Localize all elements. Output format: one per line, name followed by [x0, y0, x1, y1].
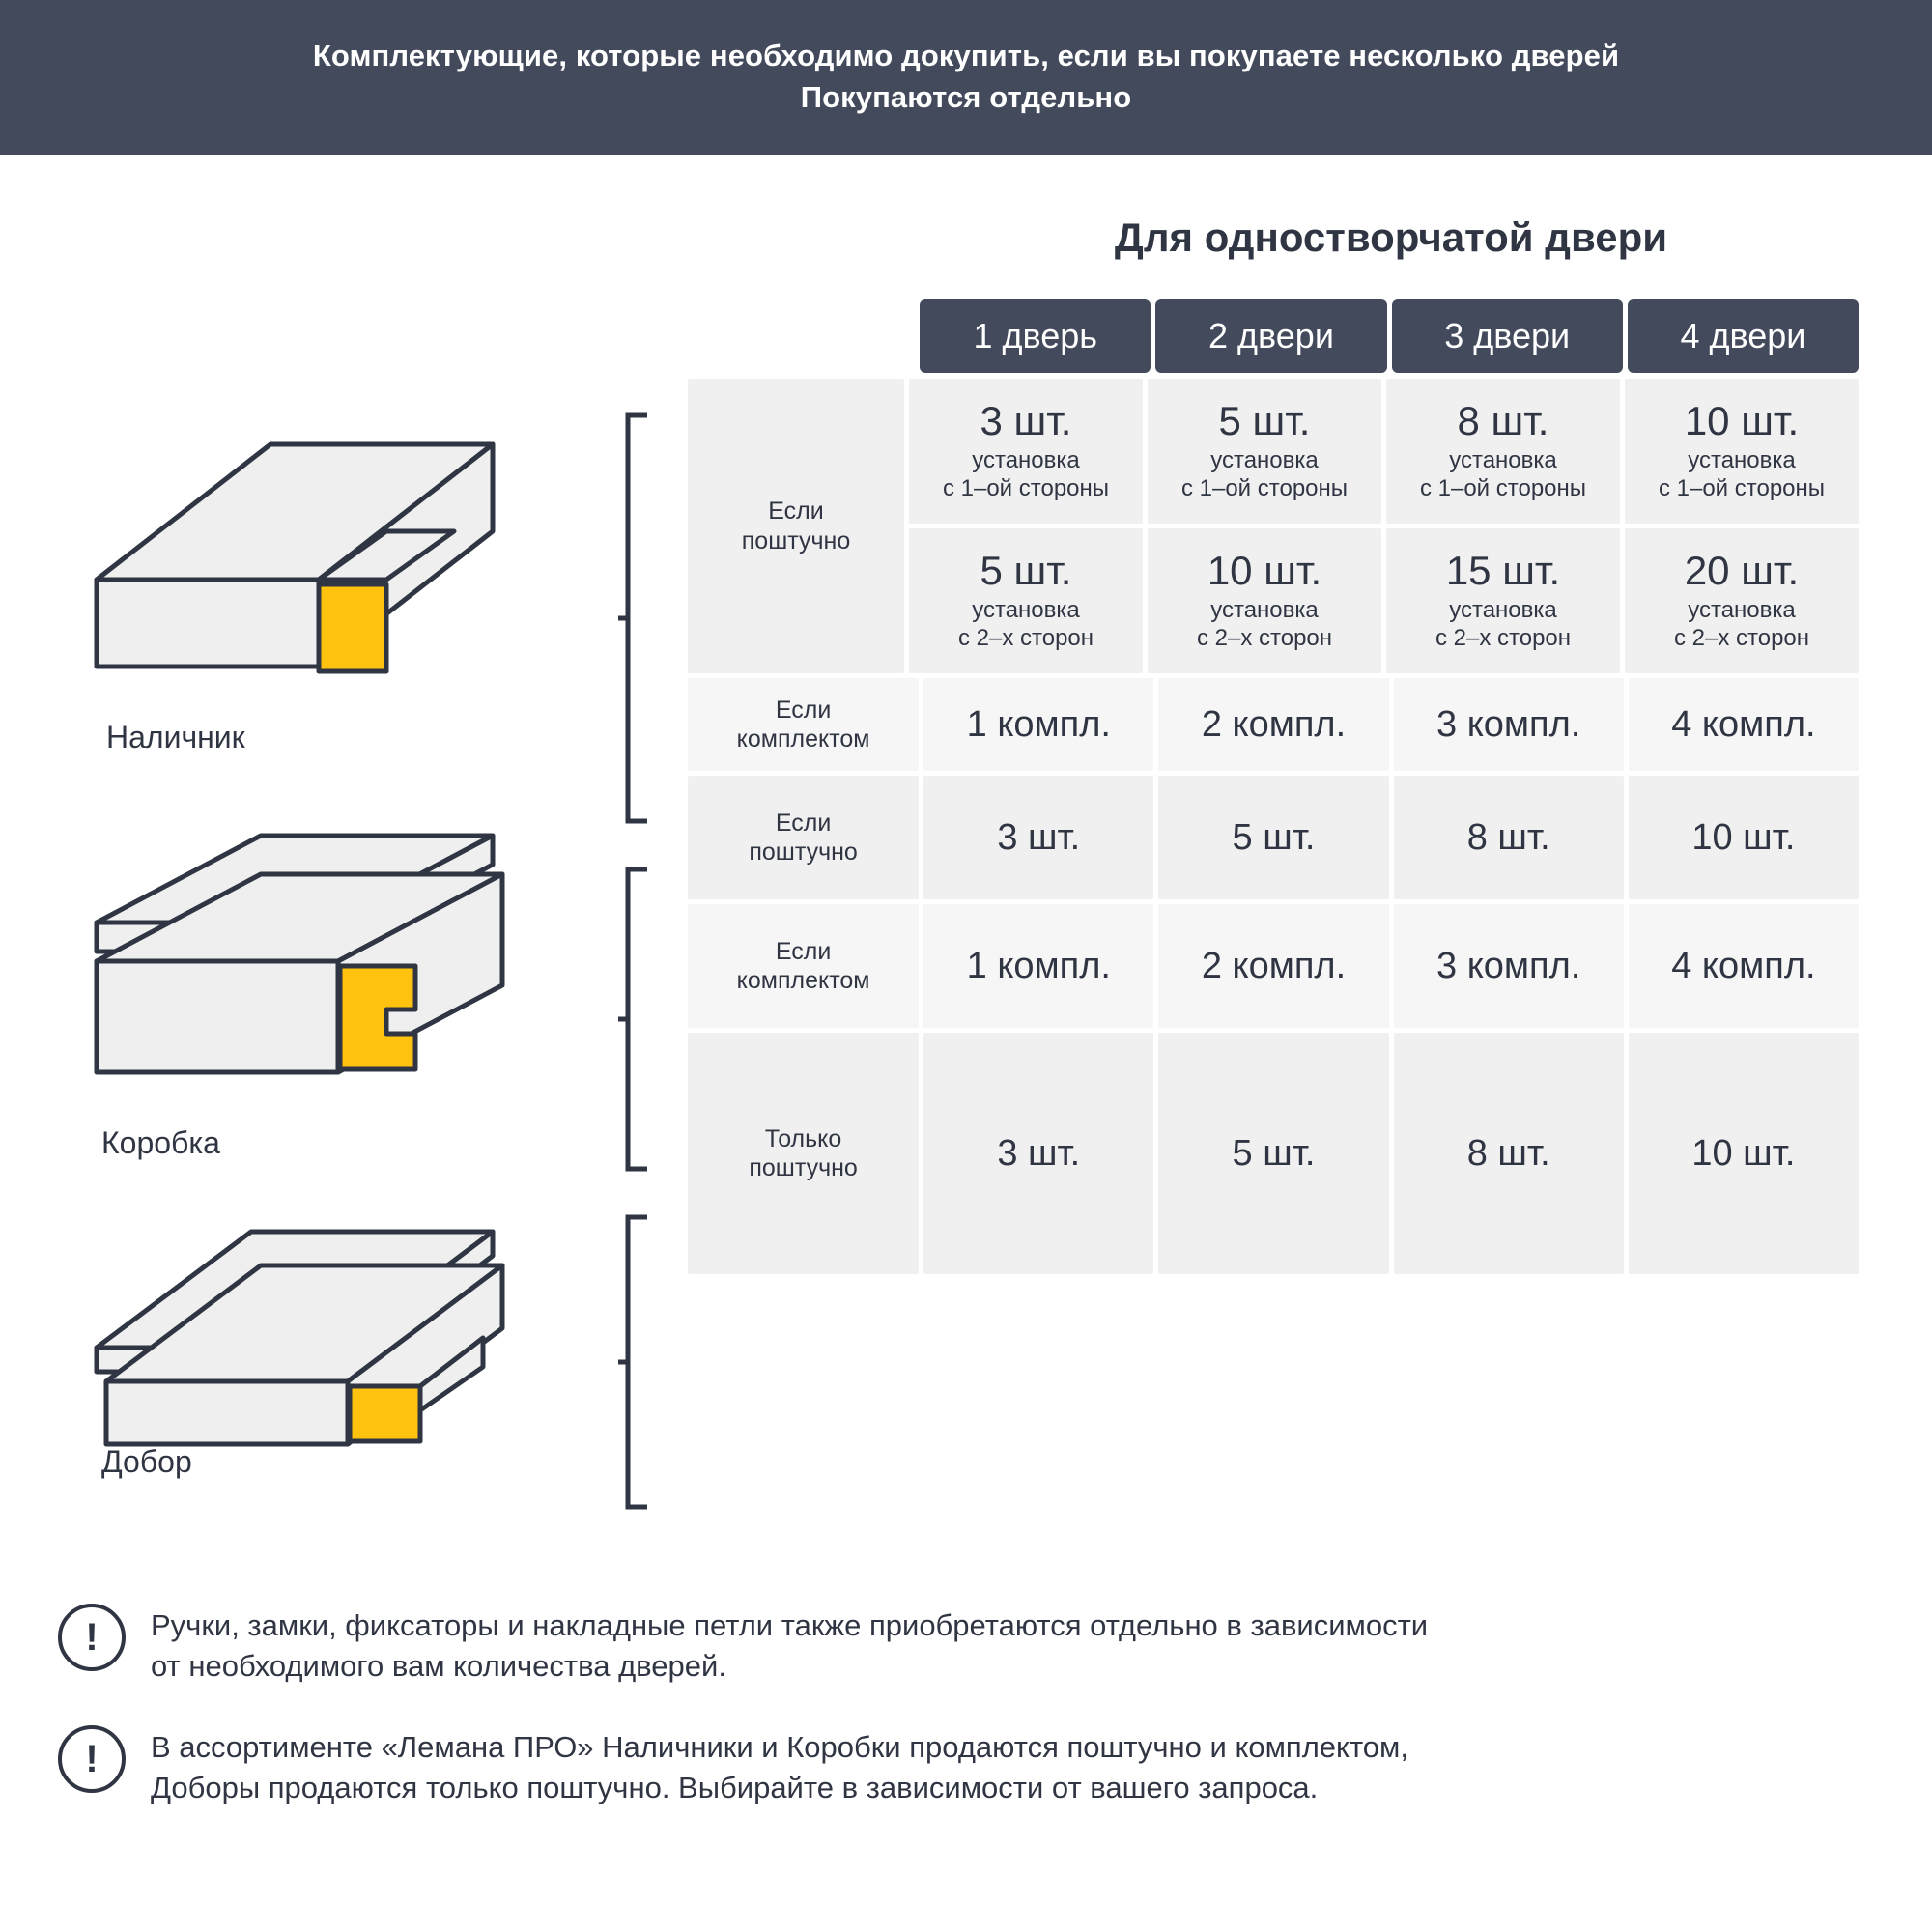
cell-note-line-2: с 1–ой стороны — [1180, 475, 1349, 502]
table-cell — [1625, 528, 1859, 673]
cell-value: 1 компл. — [966, 945, 1111, 986]
cell-value: 10 шт. — [1691, 1132, 1796, 1174]
cell-value: 4 компл. — [1671, 703, 1816, 745]
cell-value: 8 шт. — [1466, 1132, 1550, 1174]
product-label-korobka: Коробка — [101, 1125, 220, 1160]
table-row — [688, 678, 1859, 776]
cell-value: 4 компл. — [1671, 945, 1816, 986]
row-label-line-2: комплектом — [736, 725, 870, 753]
table-cell — [1629, 678, 1859, 771]
cell-note-line-1: установка — [1210, 597, 1319, 624]
cell-value: 10 шт. — [1207, 548, 1322, 594]
cell-value: 8 шт. — [1466, 816, 1550, 858]
table-cell — [1394, 678, 1624, 771]
requirements-table — [688, 299, 1859, 1279]
product-label-dobor: Добор — [101, 1444, 192, 1479]
table-row — [688, 904, 1859, 1033]
table-cell — [1394, 776, 1624, 899]
table-cell — [909, 379, 1143, 524]
note-item — [58, 1725, 1893, 1808]
table-cell — [923, 1033, 1153, 1274]
cell-note-line-2: с 2–х сторон — [1196, 625, 1333, 652]
column-header-3-doors: 3 двери — [1392, 299, 1623, 373]
cell-note-line-1: установка — [1449, 447, 1557, 474]
product-label-nalichnik: Наличник — [106, 720, 245, 754]
row-label-line-2: поштучно — [741, 526, 851, 554]
cell-value: 5 шт. — [1232, 816, 1316, 858]
cell-value: 1 компл. — [966, 703, 1111, 745]
exclamation-icon: ! — [58, 1725, 126, 1793]
column-header-2-doors: 2 двери — [1155, 299, 1386, 373]
table-cell — [1158, 1033, 1388, 1274]
note-text — [151, 1604, 1428, 1687]
product-illustration-korobka — [77, 816, 560, 1164]
table-cell — [1386, 528, 1620, 673]
table-corner-spacer — [688, 299, 920, 373]
row-label-line-1: Если — [775, 696, 832, 724]
connector-bracket-dobor — [618, 1208, 696, 1517]
notes-section — [58, 1604, 1893, 1846]
table-cell — [909, 528, 1143, 673]
row-label-line-1: Только — [764, 1124, 842, 1152]
cell-value: 3 шт. — [997, 1132, 1081, 1174]
cell-value: 3 компл. — [1436, 703, 1581, 745]
cell-note-line-1: установка — [1210, 447, 1319, 474]
table-subrow-two-sides — [909, 528, 1859, 678]
table-header-row — [688, 299, 1859, 373]
table-cell — [923, 678, 1153, 771]
cell-value: 2 компл. — [1201, 945, 1347, 986]
table-row — [688, 776, 1859, 904]
cell-note-line-1: установка — [1449, 597, 1557, 624]
table-cell — [1394, 1033, 1624, 1274]
row-label-if-piecewise-nalichnik — [688, 379, 904, 673]
cell-note-line-2: с 1–ой стороны — [942, 475, 1110, 502]
row-label-line-1: Если — [775, 937, 832, 965]
section-title: Для одностворчатой двери — [1114, 214, 1668, 260]
cell-value: 3 шт. — [997, 816, 1081, 858]
cell-note-line-2: с 1–ой стороны — [1658, 475, 1826, 502]
cell-value: 20 шт. — [1684, 548, 1800, 594]
cell-value: 5 шт. — [1218, 398, 1311, 444]
table-row — [688, 1033, 1859, 1279]
cell-value: 3 шт. — [980, 398, 1072, 444]
connector-bracket-korobka — [618, 860, 696, 1179]
cell-value: 10 шт. — [1691, 816, 1796, 858]
cell-value: 15 шт. — [1445, 548, 1561, 594]
table-cell — [1158, 776, 1388, 899]
table-cell — [1629, 1033, 1859, 1274]
table-cell — [1158, 904, 1388, 1028]
row-label-line-2: поштучно — [749, 1154, 858, 1181]
table-row — [688, 379, 1859, 678]
cell-note-line-1: установка — [972, 597, 1080, 624]
row-label-only-piecewise-dobor — [688, 1033, 919, 1274]
note-line-1: В ассортименте «Лемана ПРО» Наличники и Коробки продаются поштучно и комплектом, — [151, 1729, 1408, 1764]
row-label-line-2: комплектом — [736, 967, 870, 994]
table-cell — [1394, 904, 1624, 1028]
table-cell — [1629, 776, 1859, 899]
row-label-if-set-nalichnik — [688, 678, 919, 771]
note-item — [58, 1604, 1893, 1687]
note-line-1: Ручки, замки, фиксаторы и накладные петли также приобретаются отдельно в зависимости — [151, 1608, 1429, 1642]
table-cell — [1158, 678, 1388, 771]
cell-note-line-1: установка — [1688, 447, 1796, 474]
row-label-line-1: Если — [775, 809, 832, 837]
table-cell — [1629, 904, 1859, 1028]
column-header-4-doors: 4 двери — [1628, 299, 1859, 373]
connector-bracket-nalichnik — [618, 406, 696, 831]
cell-value: 2 компл. — [1201, 703, 1347, 745]
cell-note-line-2: с 1–ой стороны — [1419, 475, 1587, 502]
cell-note-line-2: с 2–х сторон — [1435, 625, 1572, 652]
cell-value: 5 шт. — [980, 548, 1072, 594]
note-text — [151, 1725, 1408, 1808]
table-cell — [923, 776, 1153, 899]
page-header — [0, 0, 1932, 155]
cell-value: 3 компл. — [1436, 945, 1581, 986]
table-cell — [1148, 379, 1381, 524]
cell-note-line-1: установка — [1688, 597, 1796, 624]
exclamation-icon: ! — [58, 1604, 126, 1671]
row-label-line-1: Если — [768, 497, 824, 525]
row-label-line-2: поштучно — [749, 838, 858, 866]
table-cell — [1386, 379, 1620, 524]
cell-value: 5 шт. — [1232, 1132, 1316, 1174]
table-cell — [923, 904, 1153, 1028]
row-label-if-set-korobka — [688, 904, 919, 1028]
header-title-line-2: Покупаются отдельно — [800, 80, 1132, 114]
cell-note-line-2: с 2–х сторон — [1673, 625, 1810, 652]
note-line-2: Доборы продаются только поштучно. Выбирайте в зависимости от вашего запроса. — [151, 1770, 1319, 1804]
table-cell — [1148, 528, 1381, 673]
cell-value: 8 шт. — [1457, 398, 1549, 444]
cell-note-line-1: установка — [972, 447, 1080, 474]
row-label-if-piecewise-korobka — [688, 776, 919, 899]
note-line-2: от необходимого вам количества дверей. — [151, 1648, 726, 1683]
header-title-line-1: Комплектующие, которые необходимо докупить, если вы покупаете несколько дверей — [312, 39, 1620, 73]
table-subrow-one-side — [909, 379, 1859, 528]
cell-note-line-2: с 2–х сторон — [957, 625, 1094, 652]
cell-value: 10 шт. — [1684, 398, 1800, 444]
column-header-1-door: 1 дверь — [920, 299, 1151, 373]
table-cell — [1625, 379, 1859, 524]
